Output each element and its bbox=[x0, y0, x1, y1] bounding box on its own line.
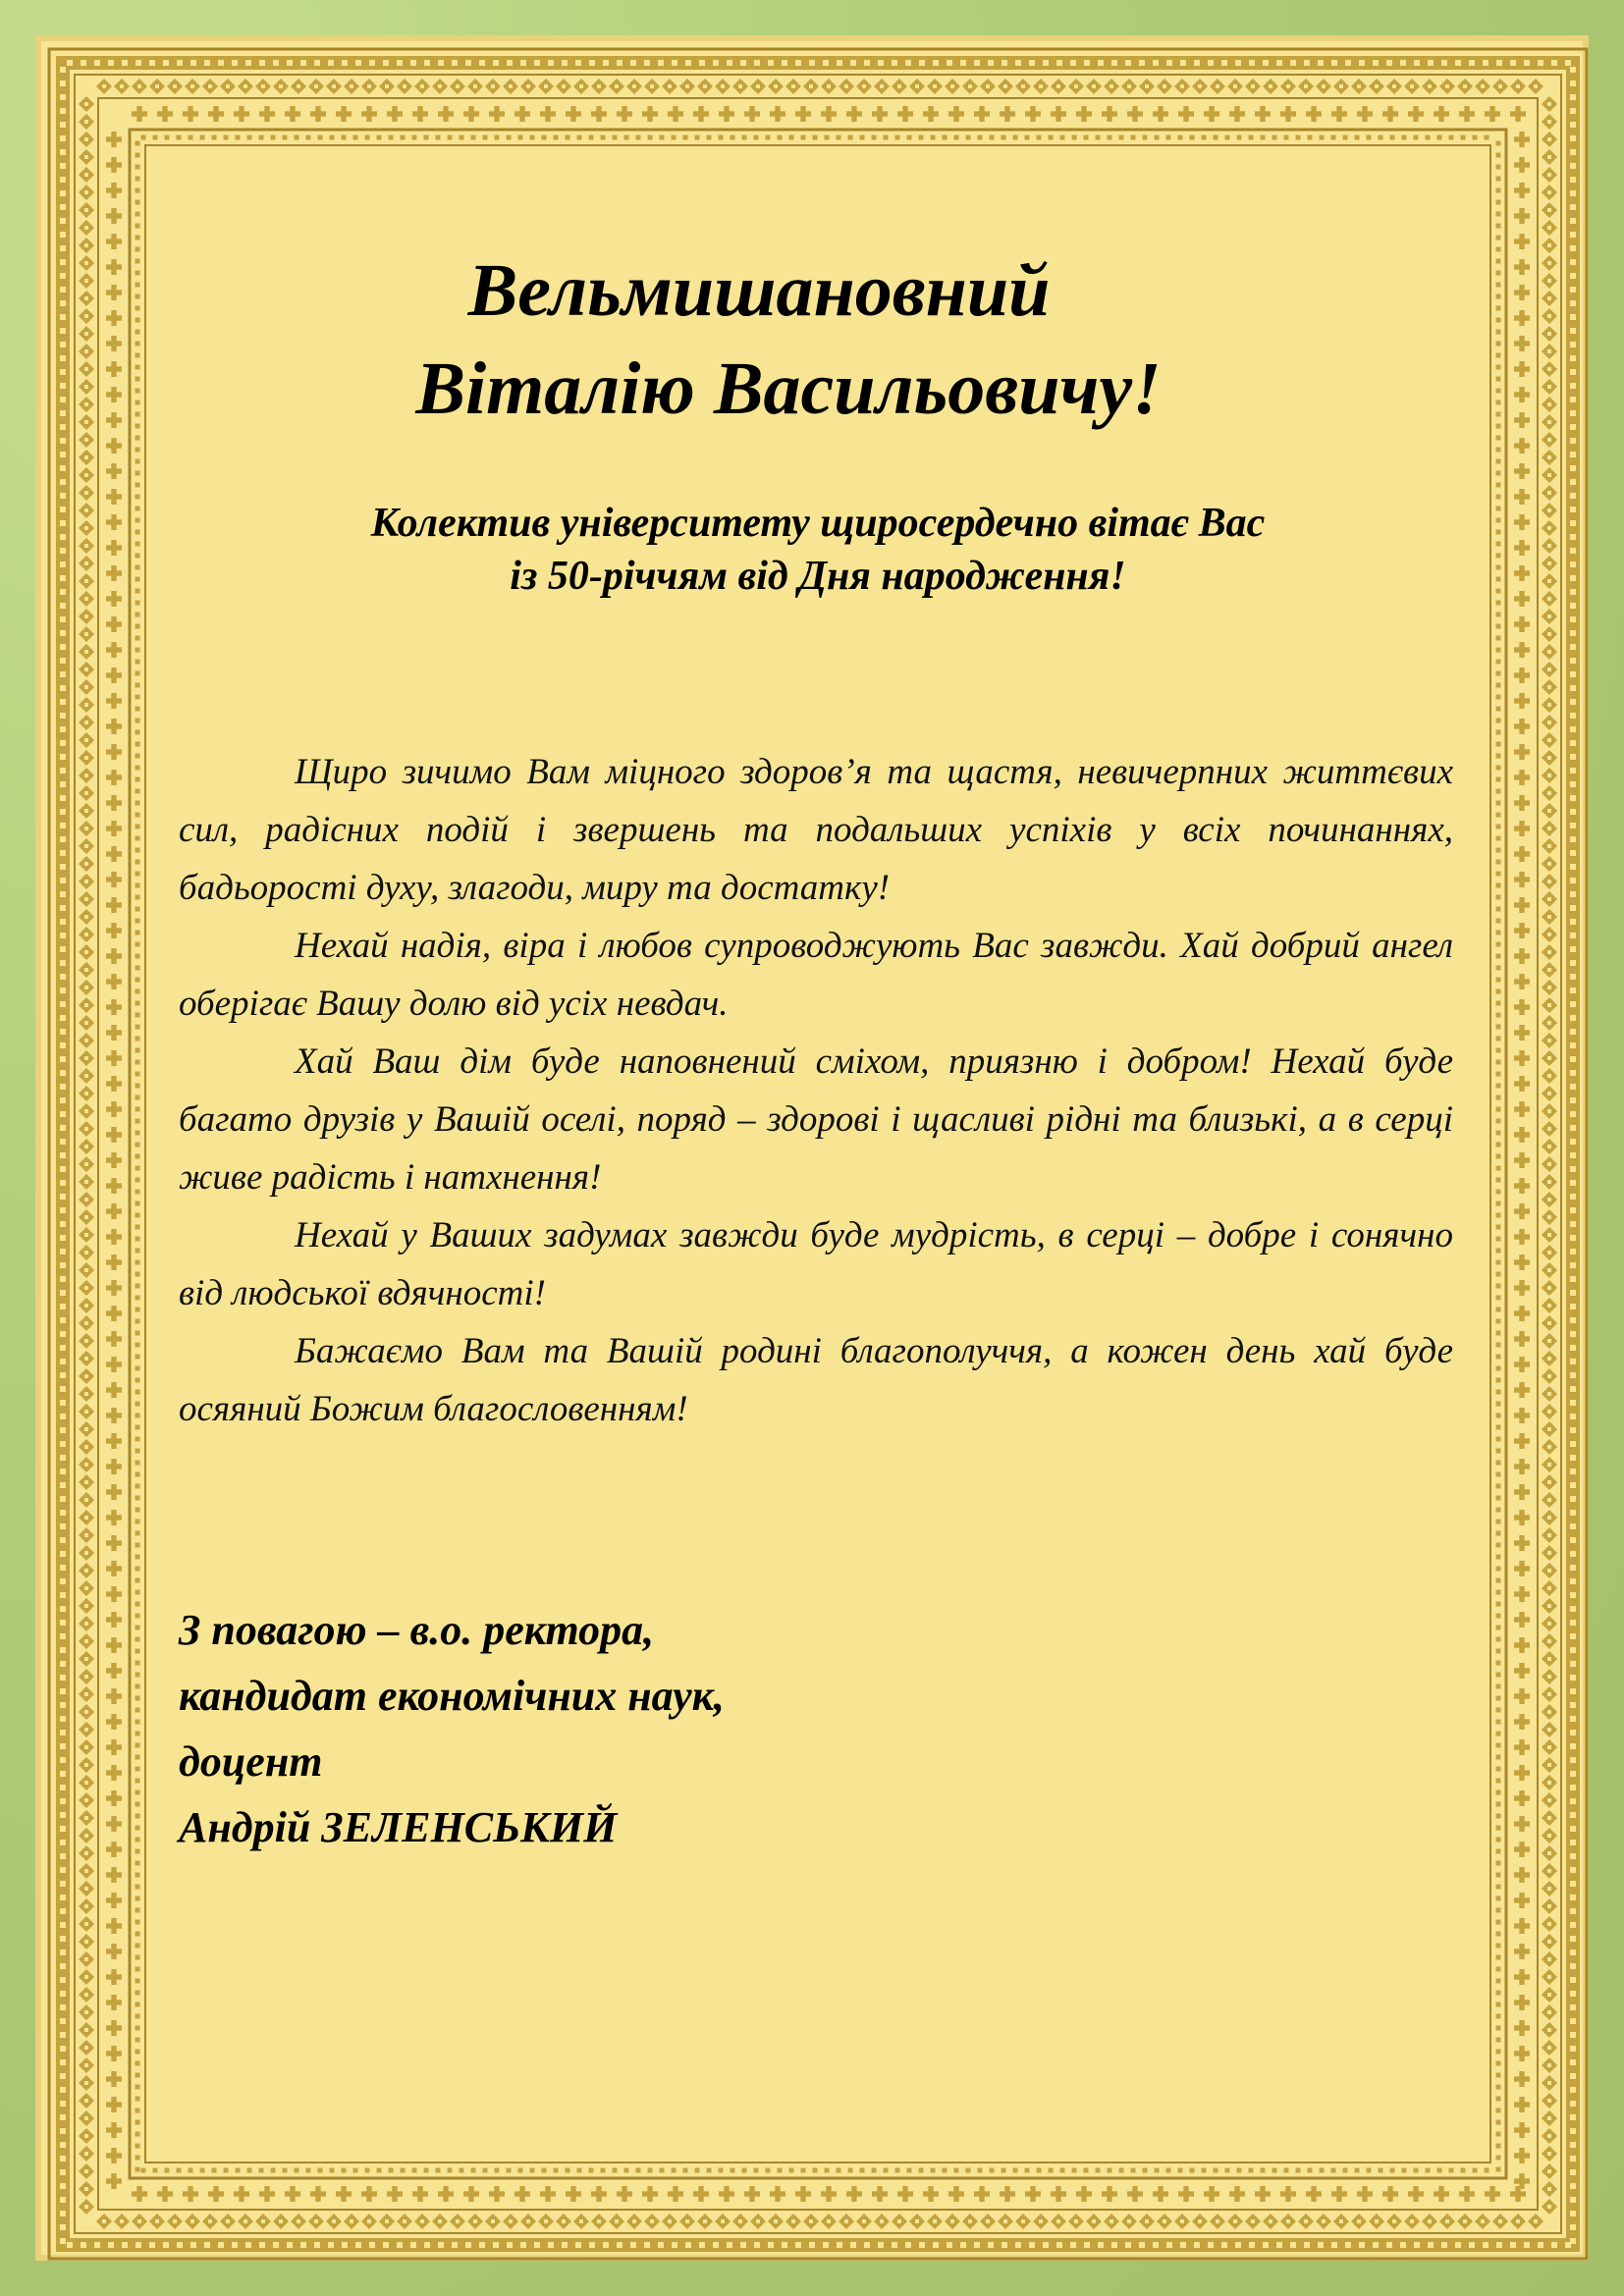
signature-name: Андрій ЗЕЛЕНСЬКИЙ bbox=[179, 1803, 618, 1851]
greeting-paragraph: Щиро зичимо Вам міцного здоров’я та щастя, невичерпних життєвих сил, радісних подій і звершень та подальших успіхів у всіх починаннях, бадьорості духу, злагоди, миру та достатку! bbox=[179, 752, 1453, 908]
certificate-sheet bbox=[35, 35, 1589, 2261]
heading-line-2: Віталію Васильовичу! bbox=[415, 347, 1162, 430]
certificate-content bbox=[41, 41, 1595, 2267]
greeting-paragraph: Нехай у Ваших задумах завжди буде мудрість, в серці – добре і сонячно від людської вдячності! bbox=[179, 1215, 1453, 1313]
greeting-body bbox=[179, 743, 1453, 1438]
signature-line-2: кандидат економічних наук, bbox=[179, 1672, 725, 1720]
heading-line-1: Вельмишановний bbox=[467, 249, 1051, 332]
signature-line-1: З повагою – в.о. ректора, bbox=[179, 1606, 655, 1654]
greeting-paragraph: Бажаємо Вам та Вашій родині благополуччя, а кожен день хай буде осяяний Божим благословенням! bbox=[179, 1331, 1453, 1429]
signature-line-3: доцент bbox=[179, 1737, 323, 1786]
signature-block bbox=[179, 1597, 725, 1860]
subheading-line-1: Колектив університету щиросердечно вітає Вас bbox=[370, 501, 1266, 546]
greeting-paragraph: Нехай надія, віра і любов супроводжують Вас завжди. Хай добрий ангел оберігає Вашу долю від усіх невдач. bbox=[179, 926, 1453, 1024]
greeting-paragraph: Хай Ваш дім буде наповнений сміхом, приязню і добром! Нехай буде багато друзів у Вашій оселі, поряд – здорові і щасливі рідні та близькі, а в серці живе радість і натхнення! bbox=[179, 1041, 1453, 1198]
subheading-line-2: із 50-річчям від Дня народження! bbox=[510, 554, 1126, 599]
